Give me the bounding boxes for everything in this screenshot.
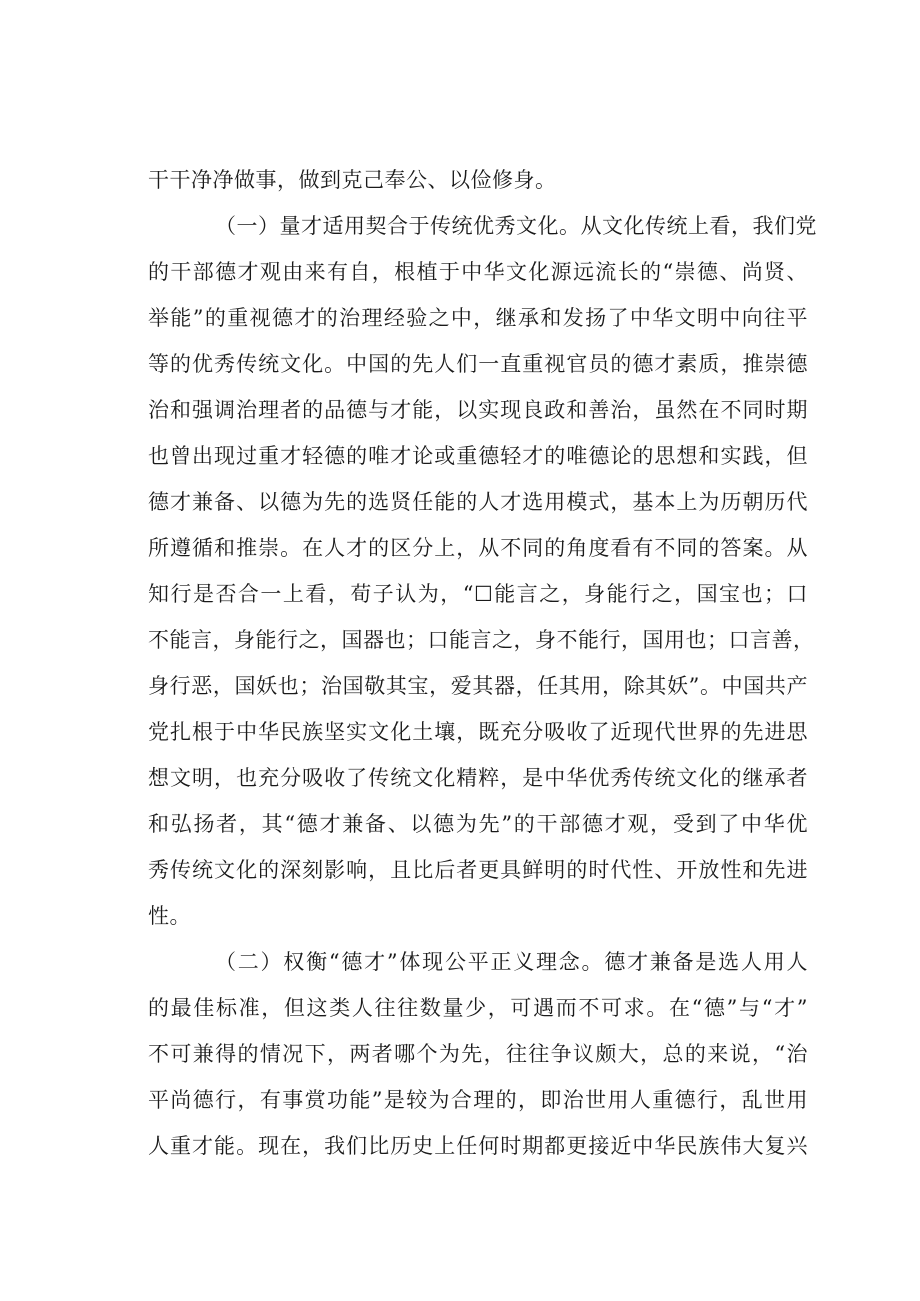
text-line: 举能”的重视德才的治理经验之中，继承和发扬了中华文明中向往平 [148,306,808,330]
text-line: 也曾出现过重才轻德的唯才论或重德轻才的唯德论的思想和实践，但 [148,444,808,468]
text-line: 人重才能。现在，我们比历史上任何时期都更接近中华民族伟大复兴 [148,1134,808,1158]
text-line: 所遵循和推崇。在人才的区分上，从不同的角度看有不同的答案。从 [148,536,808,560]
text-line: 治和强调治理者的品德与才能，以实现良政和善治，虽然在不同时期 [148,398,808,422]
text-line: 的最佳标准，但这类人往往数量少，可遇而不可求。在“德”与“才” [148,996,808,1020]
text-line: 身行恶，国妖也；治国敬其宝，爱其器，任其用，除其妖”。中国共产 [148,674,808,698]
text-line: 知行是否合一上看，荀子认为，“☐能言之，身能行之，国宝也；口 [148,582,808,606]
text-line: 平尚德行，有事赏功能”是较为合理的，即治世用人重德行，乱世用 [148,1088,808,1112]
text-line: 性。 [148,904,191,928]
text-line: 不可兼得的情况下，两者哪个为先，往往争议颇大，总的来说，“治 [148,1042,808,1066]
text-line: 秀传统文化的深刻影响，且比后者更具鲜明的时代性、开放性和先进 [148,858,808,882]
text-line: 和弘扬者，其“德才兼备、以德为先”的干部德才观，受到了中华优 [148,812,808,836]
paragraph-2-first-line: （二）权衡“德才”体现公平正义理念。德才兼备是选人用人 [215,950,808,974]
text-line: 干干净净做事，做到克己奉公、以俭修身。 [148,168,557,192]
text-line: 等的优秀传统文化。中国的先人们一直重视官员的德才素质，推崇德 [148,352,808,376]
paragraph-1-first-line: （一）量才适用契合于传统优秀文化。从文化传统上看，我们党 [215,214,817,238]
text-line: 的干部德才观由来有自，根植于中华文化源远流长的“崇德、尚贤、 [148,260,808,284]
text-line: 德才兼备、以德为先的选贤任能的人才选用模式，基本上为历朝历代 [148,490,808,514]
text-line: 想文明，也充分吸收了传统文化精粹，是中华优秀传统文化的继承者 [148,766,808,790]
text-line: 党扎根于中华民族坚实文化土壤，既充分吸收了近现代世界的先进思 [148,720,808,744]
text-line: 不能言，身能行之，国器也；口能言之，身不能行，国用也；口言善， [148,628,815,652]
